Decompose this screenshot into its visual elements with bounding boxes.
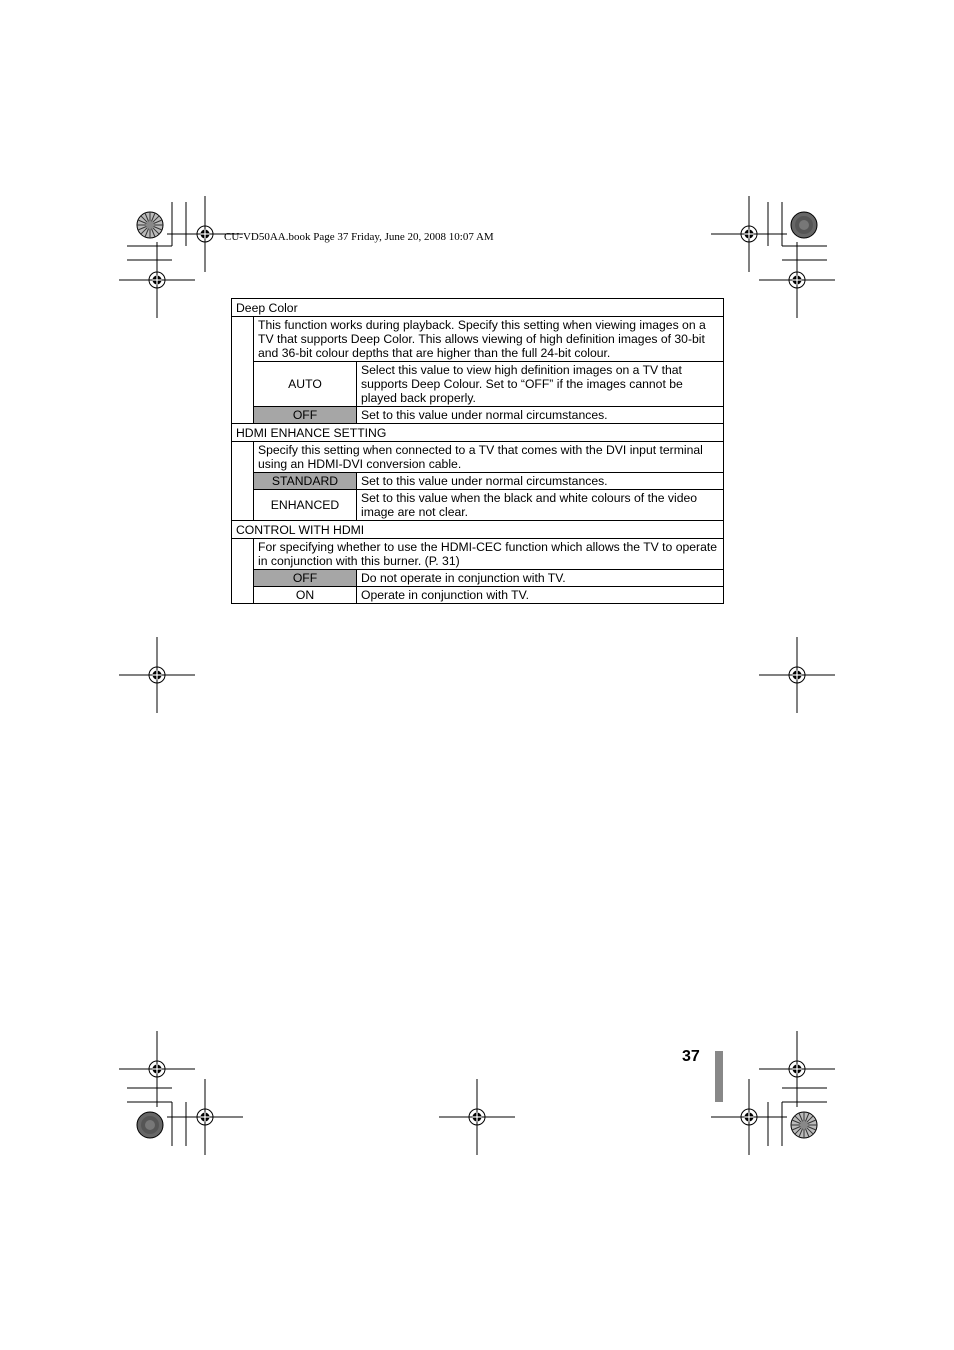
section-description-row [232, 317, 724, 362]
section-title: Deep Color [232, 299, 724, 317]
option-value: ENHANCED [254, 490, 357, 521]
option-description: Do not operate in conjunction with TV. [357, 570, 724, 587]
option-description: Operate in conjunction with TV. [357, 587, 724, 604]
settings-table [231, 298, 724, 604]
section-header-control-with-hdmi [232, 521, 724, 539]
indent-cell [232, 539, 254, 604]
option-value: ON [254, 587, 357, 604]
page-number: 37 [682, 1048, 700, 1065]
option-row [232, 587, 724, 604]
option-value: OFF [254, 407, 357, 424]
section-header-deep-color [232, 299, 724, 317]
option-row [232, 407, 724, 424]
option-description: Set to this value under normal circumstances. [357, 473, 724, 490]
option-value: OFF [254, 570, 357, 587]
section-description-row [232, 539, 724, 570]
option-row [232, 473, 724, 490]
option-value: AUTO [254, 362, 357, 407]
option-value: STANDARD [254, 473, 357, 490]
section-title: CONTROL WITH HDMI [232, 521, 724, 539]
option-row [232, 570, 724, 587]
indent-cell [232, 442, 254, 521]
option-description: Set to this value when the black and white colours of the video image are not clear. [357, 490, 724, 521]
page-tab-bar [715, 1051, 723, 1102]
option-description: Select this value to view high definition images on a TV that supports Deep Colour. Set to “OFF” if the images cannot be played back properly. [357, 362, 724, 407]
option-row [232, 490, 724, 521]
book-info-header: CU-VD50AA.book Page 37 Friday, June 20, 2008 10:07 AM [224, 231, 494, 243]
section-header-hdmi-enhance [232, 424, 724, 442]
option-description: Set to this value under normal circumstances. [357, 407, 724, 424]
section-title: HDMI ENHANCE SETTING [232, 424, 724, 442]
indent-cell [232, 317, 254, 424]
option-row [232, 362, 724, 407]
section-description: This function works during playback. Specify this setting when viewing images on a TV that supports Deep Color. This allows viewing of high definition images of 30-bit and 36-bit colour depths that are higher than the full 24-bit colour. [254, 317, 724, 362]
section-description: For specifying whether to use the HDMI-CEC function which allows the TV to operate in conjunction with this burner. (P. 31) [254, 539, 724, 570]
section-description: Specify this setting when connected to a TV that comes with the DVI input terminal using an HDMI-DVI conversion cable. [254, 442, 724, 473]
section-description-row [232, 442, 724, 473]
